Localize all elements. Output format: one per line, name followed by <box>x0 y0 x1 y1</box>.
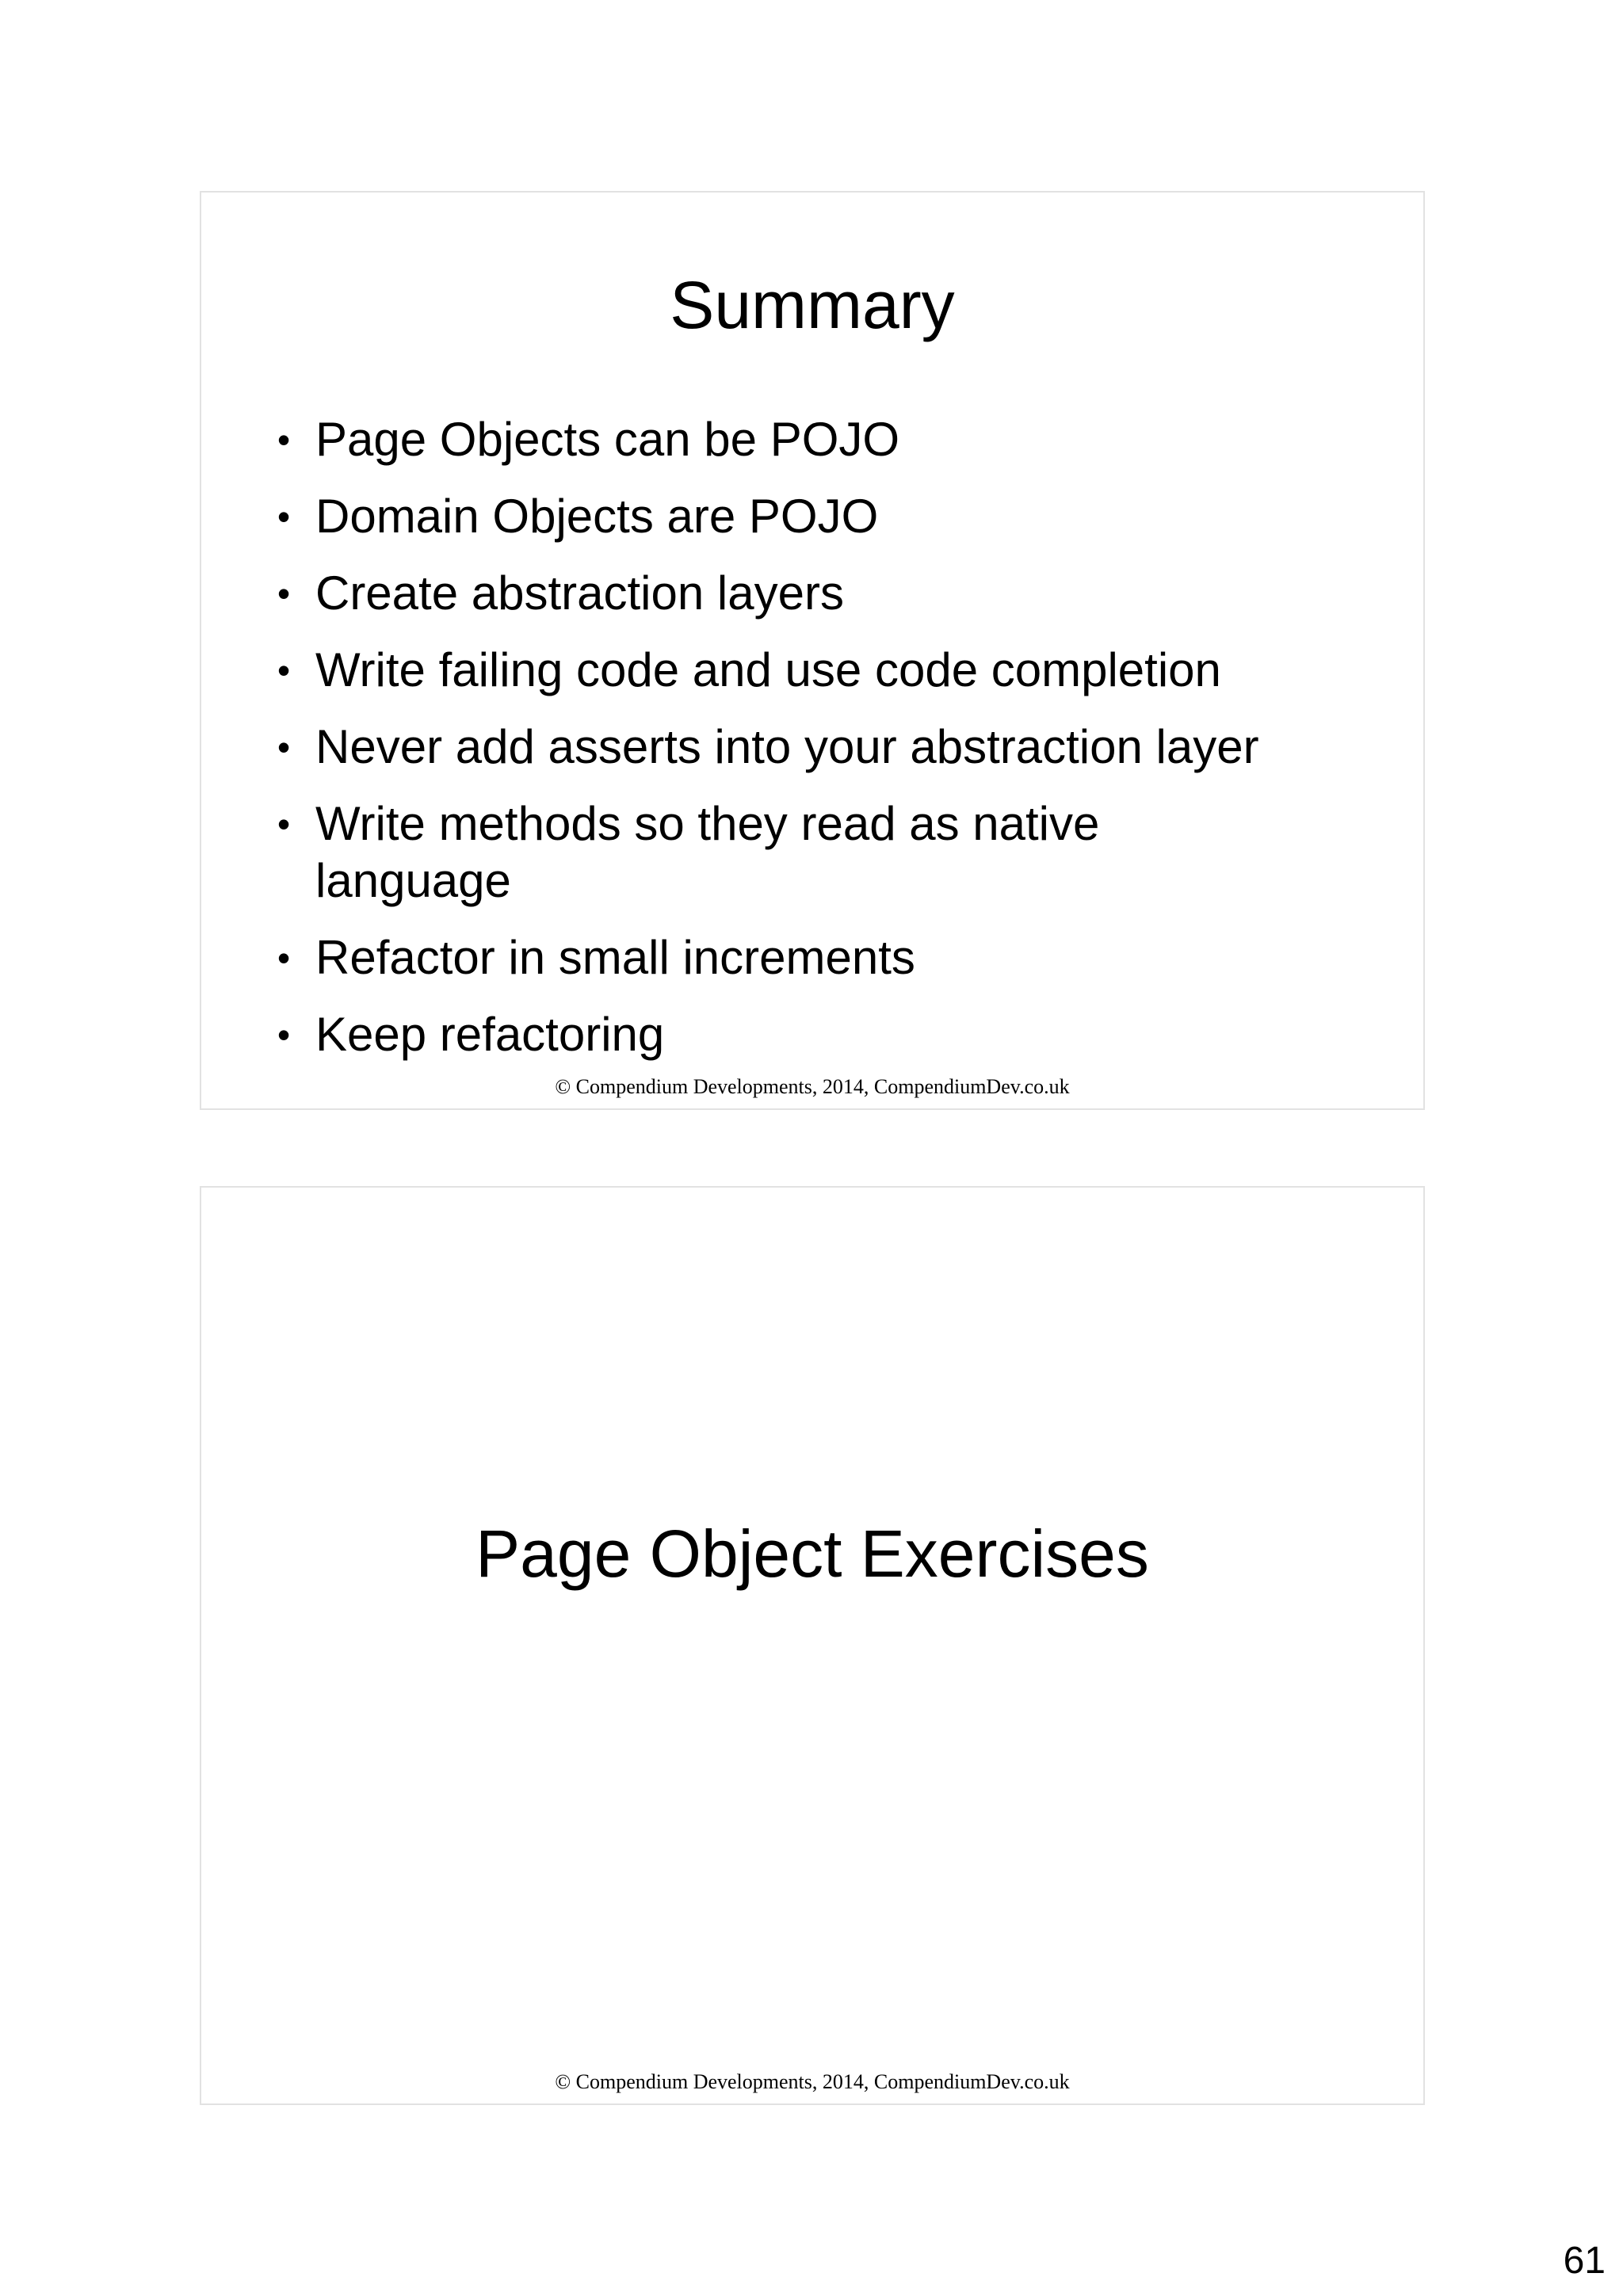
bullet-item <box>249 411 1390 468</box>
bullet-dot-icon: • <box>277 496 291 537</box>
slide-footer: © Compendium Developments, 2014, CompendiumDev.co.uk <box>555 2070 1070 2093</box>
bullet-dot-icon: • <box>277 650 291 691</box>
bullet-text: Keep refactoring <box>315 1008 665 1061</box>
slide-footer: © Compendium Developments, 2014, CompendiumDev.co.uk <box>555 1075 1070 1098</box>
bullet-item <box>249 719 1390 776</box>
bullet-text: Never add asserts into your abstraction layer <box>315 720 1259 773</box>
bullet-dot-icon: • <box>277 727 291 768</box>
summary-slide <box>200 191 1425 1110</box>
bullet-item <box>249 795 1390 910</box>
bullet-dot-icon: • <box>277 1014 291 1055</box>
slide-title: Summary <box>670 268 955 342</box>
bullet-text: Refactor in small increments <box>315 931 915 984</box>
bullet-item <box>249 929 1390 986</box>
bullet-text: Create abstraction layers <box>315 566 844 620</box>
bullet-item <box>249 565 1390 622</box>
bullet-dot-icon: • <box>277 803 291 845</box>
slide-title: Page Object Exercises <box>475 1516 1149 1591</box>
bullet-item <box>249 488 1390 545</box>
bullet-dot-icon: • <box>277 419 291 460</box>
exercises-slide <box>200 1186 1425 2105</box>
bullet-list <box>249 411 1390 1083</box>
bullet-dot-icon: • <box>277 937 291 978</box>
bullet-text: Write methods so they read as native language <box>315 797 1100 907</box>
page-number: 61 <box>1563 2240 1606 2282</box>
bullet-text: Domain Objects are POJO <box>315 490 879 543</box>
bullet-item <box>249 1006 1390 1063</box>
bullet-item <box>249 642 1390 699</box>
bullet-dot-icon: • <box>277 573 291 614</box>
bullet-text: Page Objects can be POJO <box>315 413 900 466</box>
bullet-text: Write failing code and use code completion <box>315 643 1221 696</box>
